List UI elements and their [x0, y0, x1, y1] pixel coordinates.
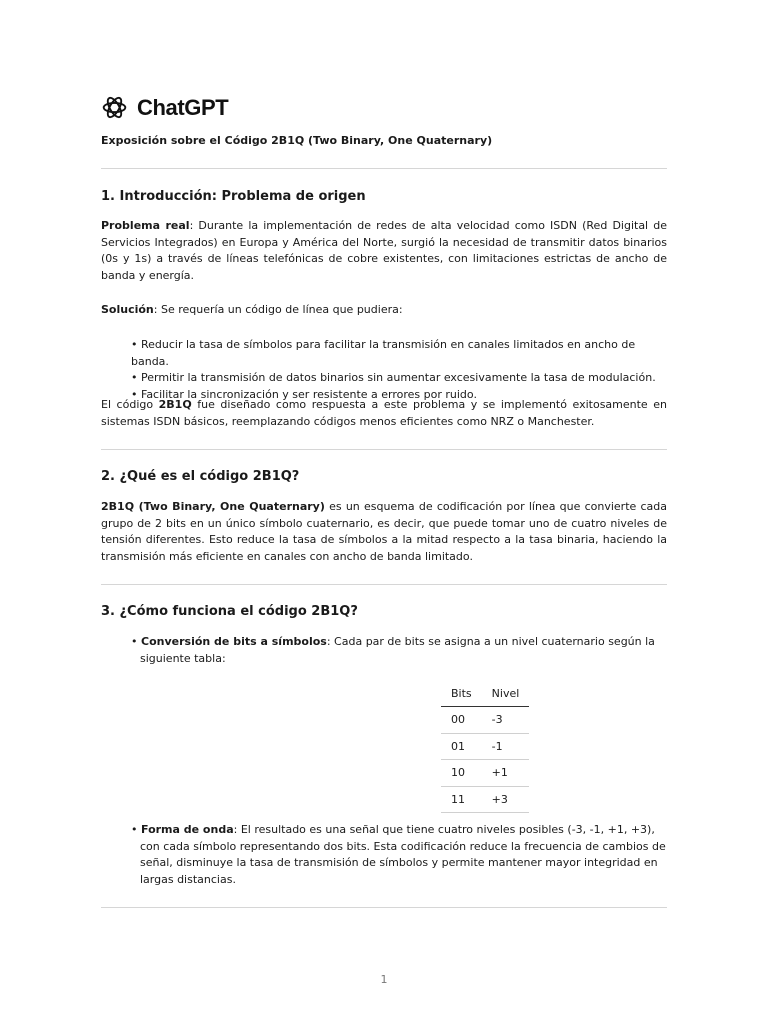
- divider: [101, 907, 667, 908]
- table-cell-level: +1: [482, 760, 530, 787]
- closing-text-after: fue diseñado como respuesta a este problema y se implementó exitosamente en sistemas ISDN básicos, reemplazando códigos menos eficientes como NRZ o Manchester.: [101, 398, 667, 428]
- problem-paragraph: [101, 218, 667, 285]
- list-item: • Permitir la transmisión de datos binarios sin aumentar excesivamente la tasa de modulación.: [131, 370, 667, 387]
- table-cell-bits: 11: [441, 786, 482, 813]
- openai-logo-icon: [101, 94, 128, 121]
- table-header-row: [441, 680, 529, 707]
- problem-label: Problema real: [101, 219, 190, 232]
- solution-bullet-list: [131, 337, 667, 404]
- bits-level-table: [441, 680, 529, 813]
- list-item: • Facilitar la sincronización y ser resistente a errores por ruido.: [131, 387, 667, 404]
- section-heading-what: 2. ¿Qué es el código 2B1Q?: [101, 469, 300, 484]
- waveform-label: Forma de onda: [141, 823, 234, 836]
- conversion-text: : Cada par de bits se asigna a un nivel cuaternario según la siguiente tabla:: [140, 635, 655, 665]
- closing-paragraph: [101, 397, 667, 430]
- waveform-text: : El resultado es una señal que tiene cuatro niveles posibles (-3, -1, +1, +3), con cada símbolo representando dos bits. Esta codificación reduce la frecuencia de cambios de señal, disminuye la tasa de transmisión de símbolos y permite mantener mayor integridad en largas distancias.: [140, 823, 666, 887]
- divider: [101, 449, 667, 450]
- solution-text: : Se requería un código de línea que pudiera:: [153, 303, 403, 316]
- section-heading-intro: 1. Introducción: Problema de origen: [101, 189, 366, 204]
- table-cell-bits: 00: [441, 707, 482, 734]
- problem-text: : Durante la implementación de redes de alta velocidad como ISDN (Red Digital de Servicios Integrados) en Europa y América del Norte, surgió la necesidad de transmitir datos binarios (0s y 1s) a través de líneas telefónicas de cobre existentes, con limitaciones estrictas de ancho de banda y energía.: [101, 219, 668, 283]
- column-header-level: Nivel: [482, 680, 530, 707]
- brand-name: ChatGPT: [137, 94, 229, 120]
- page-number: 1: [380, 973, 388, 986]
- table-cell-level: +3: [482, 786, 530, 813]
- solution-label: Solución: [101, 303, 154, 316]
- table-cell-bits: 10: [441, 760, 482, 787]
- list-item: • Reducir la tasa de símbolos para facilitar la transmisión en canales limitados en ancho de banda.: [131, 337, 667, 370]
- table-row: [441, 760, 529, 787]
- list-item-waveform: • Forma de onda: El resultado es una señal que tiene cuatro niveles posibles (-3, -1, +1, +3), con cada símbolo representando dos bits. Esta codificación reduce la frecuencia de cambios de señal, disminuye la tasa de transmisión de símbolos y permite mantener mayor integridad en largas distancias.: [131, 823, 666, 887]
- table-cell-bits: 01: [441, 733, 482, 760]
- section-heading-how: 3. ¿Cómo funciona el código 2B1Q?: [101, 604, 358, 619]
- column-header-bits: Bits: [441, 680, 482, 707]
- table-cell-level: -3: [482, 707, 530, 734]
- table-row: [441, 707, 529, 734]
- table-cell-level: -1: [482, 733, 530, 760]
- definition-text: es un esquema de codificación por línea que convierte cada grupo de 2 bits en un único símbolo cuaternario, es decir, que puede tomar uno de cuatro niveles de tensión diferentes. Esto reduce la tasa de símbolos a la mitad respecto a la tasa binaria, haciendo la transmisión más eficiente en canales con ancho de banda limitado.: [101, 500, 668, 564]
- brand-header: [101, 94, 228, 121]
- conversion-label: Conversión de bits a símbolos: [141, 635, 327, 648]
- solution-paragraph: [101, 302, 667, 319]
- document-title: Exposición sobre el Código 2B1Q (Two Binary, One Quaternary): [101, 134, 493, 147]
- divider: [101, 168, 667, 169]
- list-item-conversion: • Conversión de bits a símbolos: Cada par de bits se asigna a un nivel cuaternario según la siguiente tabla:: [131, 635, 655, 665]
- closing-bold-term: 2B1Q: [158, 398, 192, 411]
- table-row: [441, 733, 529, 760]
- definition-paragraph: [101, 499, 667, 566]
- table-row: [441, 786, 529, 813]
- divider: [101, 584, 667, 585]
- closing-text-before: El código: [101, 398, 159, 411]
- definition-bold-term: 2B1Q (Two Binary, One Quaternary): [101, 500, 325, 513]
